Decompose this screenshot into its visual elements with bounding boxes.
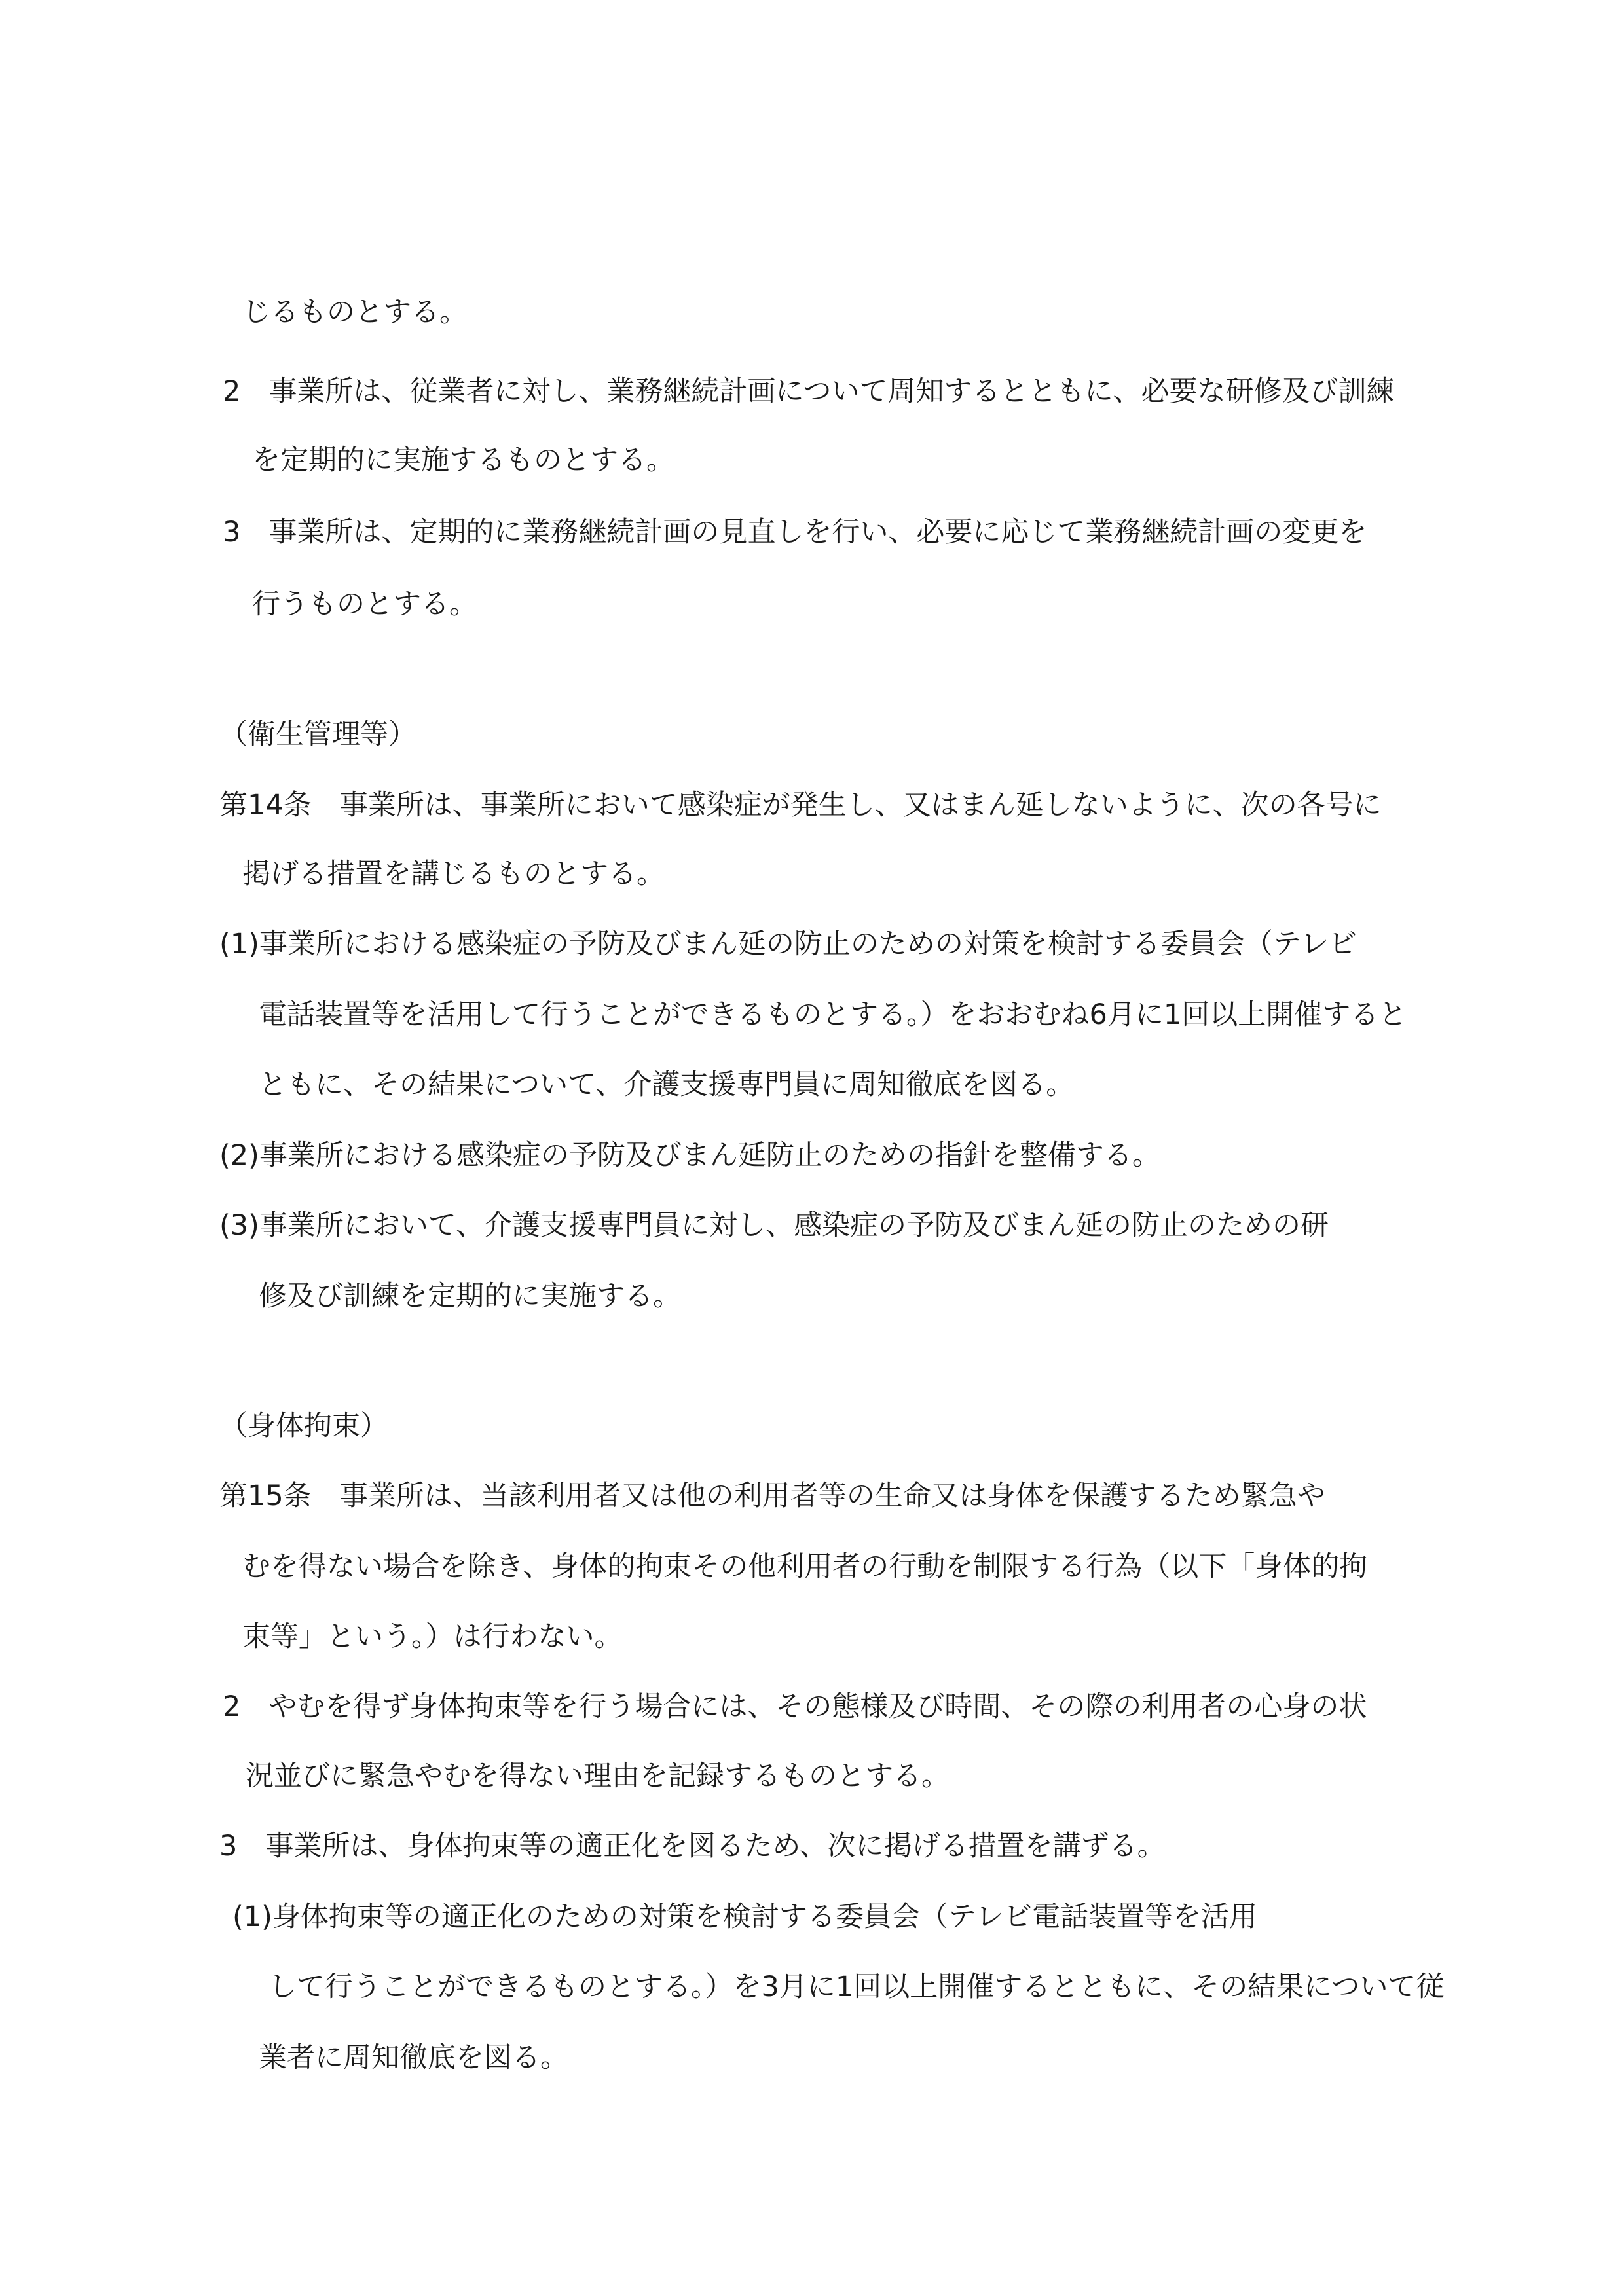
section-heading: （身体拘束） bbox=[219, 1410, 388, 1442]
text-line: 3 事業所は、定期的に業務継続計画の見直しを行い、必要に応じて業務継続計画の変更を bbox=[223, 516, 1367, 549]
text-line: むを得ない場合を除き、身体的拘束その他利用者の行動を制限する行為（以下「身体的拘 bbox=[242, 1550, 1368, 1583]
text-line: (3)事業所において、介護支援専門員に対し、感染症の予防及びまん延の防止のための研 bbox=[219, 1209, 1329, 1242]
text-line: 第15条 事業所は、当該利用者又は他の利用者等の生命又は身体を保護するため緊急や bbox=[219, 1480, 1325, 1512]
text-line: (1)身体拘束等の適正化のための対策を検討する委員会（テレビ電話装置等を活用 bbox=[232, 1901, 1258, 1933]
text-line: 2 事業所は、従業者に対し、業務継続計画について周知するとともに、必要な研修及び訓練 bbox=[223, 375, 1395, 408]
text-line: 3 事業所は、身体拘束等の適正化を図るため、次に掲げる措置を講ずる。 bbox=[219, 1830, 1166, 1863]
text-line: じるものとする。 bbox=[242, 296, 468, 329]
text-line: (2)事業所における感染症の予防及びまん延防止のための指針を整備する。 bbox=[219, 1139, 1160, 1172]
text-line: 束等」という。）は行わない。 bbox=[242, 1620, 623, 1653]
text-line: して行うことができるものとする。）を3月に1回以上開催するとともに、その結果について従 bbox=[268, 1971, 1445, 2003]
text-line: (1)事業所における感染症の予防及びまん延の防止のための対策を検討する委員会（テレビ bbox=[219, 928, 1357, 960]
text-line: 掲げる措置を講じるものとする。 bbox=[242, 858, 665, 890]
text-line: 2 やむを得ず身体拘束等を行う場合には、その態様及び時間、その際の利用者の心身の状 bbox=[223, 1690, 1367, 1723]
text-line: ともに、その結果について、介護支援専門員に周知徹底を図る。 bbox=[259, 1068, 1075, 1101]
text-line: 業者に周知徹底を図る。 bbox=[259, 2041, 568, 2074]
text-line: 況並びに緊急やむを得ない理由を記録するものとする。 bbox=[246, 1760, 950, 1793]
text-line: 行うものとする。 bbox=[252, 588, 477, 621]
text-line: 修及び訓練を定期的に実施する。 bbox=[259, 1280, 681, 1313]
section-heading: （衛生管理等） bbox=[219, 718, 416, 751]
text-line: 第14条 事業所は、事業所において感染症が発生し、又はまん延しないように、次の各号に bbox=[219, 789, 1382, 822]
text-line: を定期的に実施するものとする。 bbox=[252, 444, 674, 477]
text-line: 電話装置等を活用して行うことができるものとする。）をおおむね6月に1回以上開催すると bbox=[259, 998, 1407, 1031]
